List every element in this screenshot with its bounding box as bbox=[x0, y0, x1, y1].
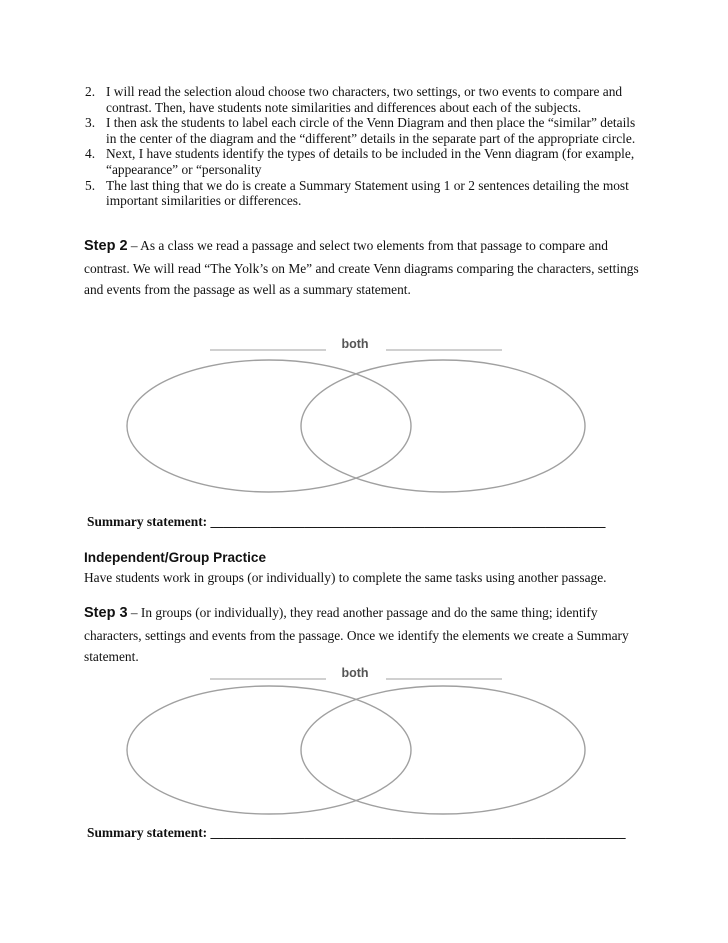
list-text: Next, I have students identify the types of details to be included in the Venn diagram (for example, “appearance” or “personality bbox=[106, 146, 635, 177]
list-item bbox=[85, 146, 645, 177]
list-item bbox=[85, 115, 645, 146]
step3-paragraph bbox=[84, 602, 654, 668]
venn-center-label: both bbox=[341, 666, 369, 680]
step3-text: – In groups (or individually), they read another passage and do the same thing; identify characters, settings and events from the passage. Once we identify the elements we create a Summary statement. bbox=[84, 605, 629, 664]
list-text: I then ask the students to label each circle of the Venn Diagram and then place the “similar” details in the center of the diagram and the “different” details in the separate part of the appropriate circle. bbox=[106, 115, 636, 146]
venn-right-circle bbox=[301, 686, 585, 814]
list-number: 4. bbox=[85, 146, 96, 162]
step2-label: Step 2 bbox=[84, 238, 128, 254]
venn-center-label: both bbox=[341, 337, 369, 351]
list-text: I will read the selection aloud choose two characters, two settings, or two events to compare and contrast. Then, have students note similarities and differences about each of the subjects. bbox=[106, 84, 623, 115]
practice-intro: Have students work in groups (or individually) to complete the same tasks using another passage. bbox=[84, 570, 607, 585]
instruction-list bbox=[85, 84, 645, 209]
step3-label: Step 3 bbox=[84, 605, 128, 621]
list-number: 3. bbox=[85, 115, 96, 131]
list-item bbox=[85, 84, 645, 115]
venn-diagram-1 bbox=[115, 333, 595, 498]
list-number: 5. bbox=[85, 177, 96, 193]
step2-paragraph bbox=[84, 235, 654, 301]
venn-right-circle bbox=[301, 360, 585, 492]
summary-statement-2: Summary statement: ______________________________________________________________ bbox=[87, 825, 626, 840]
venn-diagram-2 bbox=[115, 662, 595, 827]
step2-text: – As a class we read a passage and select two elements from that passage to compare and contrast. We will read “The Yolk’s on Me” and create Venn diagrams comparing the characters, settings and events from the passage as well as a summary statement. bbox=[84, 238, 639, 297]
practice-heading: Independent/Group Practice bbox=[84, 550, 267, 565]
summary-statement-1: Summary statement: ___________________________________________________________ bbox=[87, 514, 606, 529]
venn-left-circle bbox=[127, 360, 411, 492]
venn-left-circle bbox=[127, 686, 411, 814]
list-number: 2. bbox=[85, 84, 96, 99]
list-item bbox=[85, 178, 645, 209]
list-text: The last thing that we do is create a Summary Statement using 1 or 2 sentences detailing the most important similarities or differences. bbox=[106, 177, 629, 209]
